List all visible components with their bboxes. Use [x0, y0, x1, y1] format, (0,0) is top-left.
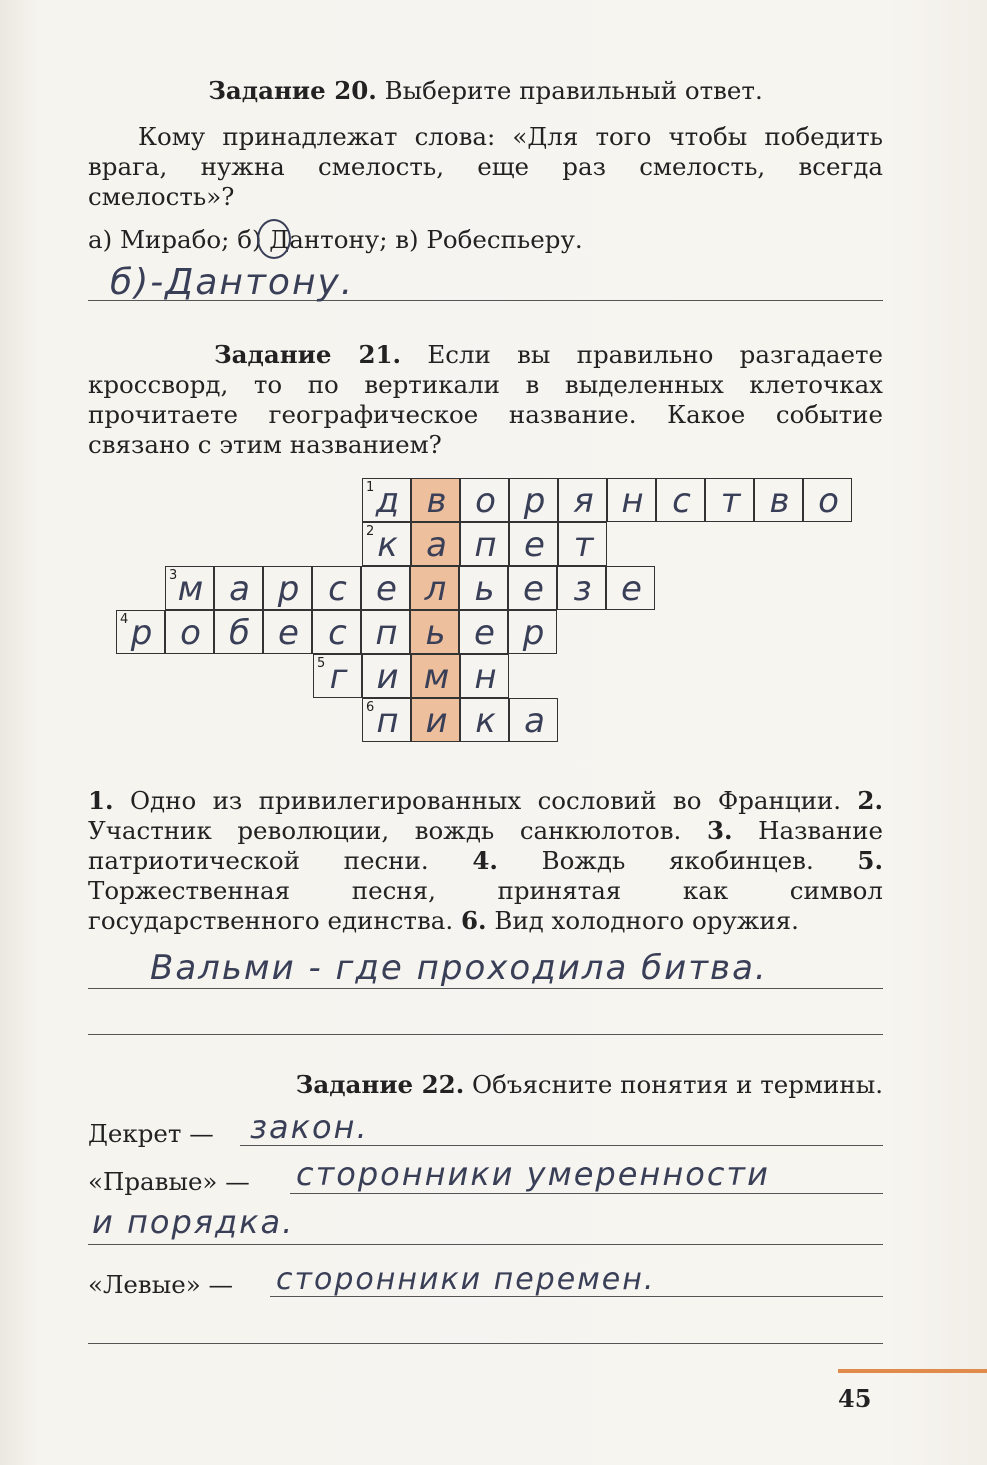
crossword-letter: в	[769, 481, 790, 521]
crossword-letter: р	[277, 569, 300, 609]
crossword-cell	[410, 610, 459, 654]
clue-text: Торжественная песня, принятая как символ государственного единства.	[88, 876, 883, 935]
crossword-cell	[312, 610, 361, 654]
crossword-cell	[509, 522, 558, 566]
crossword-cell	[754, 478, 803, 522]
crossword-letter: а	[524, 701, 545, 741]
clue-number: 3.	[706, 816, 733, 845]
clue-text: Одно из привилегированных сословий во Франции.	[113, 786, 842, 815]
task20-heading	[88, 76, 883, 106]
crossword-cell	[214, 566, 263, 610]
crossword-letter: м	[177, 569, 204, 609]
task21-title: Задание 21.	[214, 340, 402, 369]
crossword-letter: т	[720, 481, 741, 521]
answer-line	[290, 1193, 883, 1194]
crossword-cell	[705, 478, 754, 522]
crossword-letter: з	[573, 569, 592, 609]
answer-line	[88, 988, 883, 989]
crossword-letter: т	[573, 525, 594, 565]
crossword-row-number: 6	[366, 700, 375, 715]
crossword-row-number: 2	[366, 524, 375, 539]
crossword-letter: ь	[474, 569, 495, 609]
crossword-cell	[362, 522, 411, 566]
term-right-answer-continued: и порядка.	[92, 1203, 295, 1241]
clue-number: 4.	[472, 846, 498, 875]
task20-instruction: Выберите правильный ответ.	[376, 76, 763, 105]
crossword-cell	[362, 478, 411, 522]
crossword-letter: г	[329, 657, 348, 697]
crossword-cell	[508, 566, 557, 610]
clue-text: Название патриотической песни.	[88, 816, 883, 875]
page-number: 45	[838, 1384, 872, 1413]
crossword-cell	[606, 566, 655, 610]
crossword-cell	[411, 478, 460, 522]
crossword-letter: к	[377, 525, 398, 565]
crossword-cell	[362, 654, 411, 698]
crossword-cell	[411, 522, 460, 566]
crossword-cell	[313, 654, 362, 698]
crossword-cell	[411, 698, 460, 742]
crossword-letter: в	[426, 481, 447, 521]
crossword-letter: п	[376, 701, 399, 741]
crossword-cell	[656, 478, 705, 522]
crossword-letter: м	[423, 657, 450, 697]
crossword-letter: к	[475, 701, 496, 741]
crossword-cell	[263, 566, 312, 610]
crossword-letter: н	[474, 657, 497, 697]
clue-text: Вид холодного оружия.	[486, 906, 799, 935]
answer-circle-mark	[257, 219, 291, 259]
crossword-cell	[361, 566, 410, 610]
clue-number: 1.	[88, 786, 114, 815]
clue-text: Вождь якобинцев.	[497, 846, 814, 875]
task20-answer: б)-Дантону.	[110, 262, 355, 303]
crossword-letter: р	[522, 613, 545, 653]
crossword-letter: а	[426, 525, 447, 565]
crossword-cell	[116, 610, 165, 654]
crossword-cell	[460, 522, 509, 566]
crossword-letter: с	[328, 613, 347, 653]
crossword-letter: я	[573, 481, 594, 521]
term-right-answer: сторонники умеренности	[296, 1155, 770, 1193]
answer-line	[88, 1244, 883, 1245]
crossword-letter: и	[425, 701, 448, 741]
task21-text	[88, 340, 883, 460]
task21-answer: Вальми - где проходила битва.	[150, 948, 768, 988]
crossword-row-number: 5	[317, 656, 326, 671]
term-decree-answer: закон.	[250, 1108, 369, 1146]
crossword-cell	[607, 478, 656, 522]
crossword-letter: с	[672, 481, 691, 521]
task22-instruction: Объясните понятия и термины.	[464, 1070, 883, 1099]
task22-title: Задание 22.	[295, 1070, 465, 1099]
crossword-cell	[558, 522, 607, 566]
crossword-letter: е	[524, 525, 545, 565]
crossword-letter: б	[229, 613, 250, 653]
task21-body: Если вы правильно разгадаете кроссворд, то по вертикали в выделенных клеточках прочитаете географическое название. Какое событие связано с этим названием?	[88, 340, 883, 459]
task20-title: Задание 20.	[208, 76, 377, 105]
term-left-answer: сторонники перемен.	[276, 1262, 656, 1297]
crossword-letter: л	[424, 569, 447, 609]
crossword-row-number: 4	[120, 612, 129, 627]
task20-options: а) Мирабо; б) Дантону; в) Робеспьеру.	[88, 225, 583, 254]
crossword-cell	[411, 654, 460, 698]
crossword-letter: п	[474, 525, 497, 565]
crossword-cell	[410, 566, 459, 610]
crossword-cell	[557, 566, 606, 610]
answer-line	[88, 1343, 883, 1344]
crossword-letter: д	[375, 481, 400, 521]
crossword-letter: е	[621, 569, 642, 609]
crossword-letter: н	[621, 481, 644, 521]
crossword-cell	[361, 610, 410, 654]
crossword-letter: с	[328, 569, 347, 609]
term-left: «Левые» —	[88, 1270, 234, 1299]
task20-question: Кому принадлежат слова: «Для того чтобы победить врага, нужна смелость, еще раз смелость, всегда смелость»?	[88, 122, 883, 211]
crossword-cell	[803, 478, 852, 522]
term-decree: Декрет —	[88, 1119, 214, 1148]
crossword-cell	[263, 610, 312, 654]
task22-heading	[88, 1070, 883, 1100]
crossword-cell	[459, 566, 508, 610]
crossword-letter: е	[376, 569, 397, 609]
clue-text: Участник революции, вождь санкюлотов.	[88, 816, 682, 845]
task21-clues	[88, 786, 883, 936]
crossword-letter: е	[278, 613, 299, 653]
answer-line	[88, 1034, 883, 1035]
crossword-cell	[509, 478, 558, 522]
crossword-cell	[165, 566, 214, 610]
clue-number: 6.	[460, 906, 487, 935]
crossword-cell	[509, 698, 558, 742]
crossword-letter: о	[180, 613, 201, 653]
crossword-cell	[558, 478, 607, 522]
crossword-cell	[460, 478, 509, 522]
crossword-letter: о	[475, 481, 496, 521]
crossword-letter: ь	[425, 613, 446, 653]
crossword-letter: е	[474, 613, 495, 653]
crossword-cell	[362, 698, 411, 742]
crossword-cell	[460, 698, 509, 742]
crossword-letter: о	[818, 481, 839, 521]
crossword-letter: п	[375, 613, 398, 653]
crossword-letter: е	[523, 569, 544, 609]
crossword-letter: р	[523, 481, 546, 521]
crossword-letter: р	[130, 613, 153, 653]
clue-number: 2.	[857, 786, 883, 815]
crossword-letter: и	[376, 657, 399, 697]
crossword-cell	[459, 610, 508, 654]
crossword-cell	[460, 654, 509, 698]
crossword-row-number: 3	[169, 568, 178, 583]
crossword-cell	[312, 566, 361, 610]
crossword-cell	[214, 610, 263, 654]
crossword-letter: а	[229, 569, 250, 609]
term-right: «Правые» —	[88, 1167, 250, 1196]
crossword-cell	[508, 610, 557, 654]
clue-number: 5.	[857, 846, 883, 875]
crossword-row-number: 1	[366, 480, 375, 495]
page-accent-line	[838, 1369, 987, 1373]
crossword-cell	[165, 610, 214, 654]
